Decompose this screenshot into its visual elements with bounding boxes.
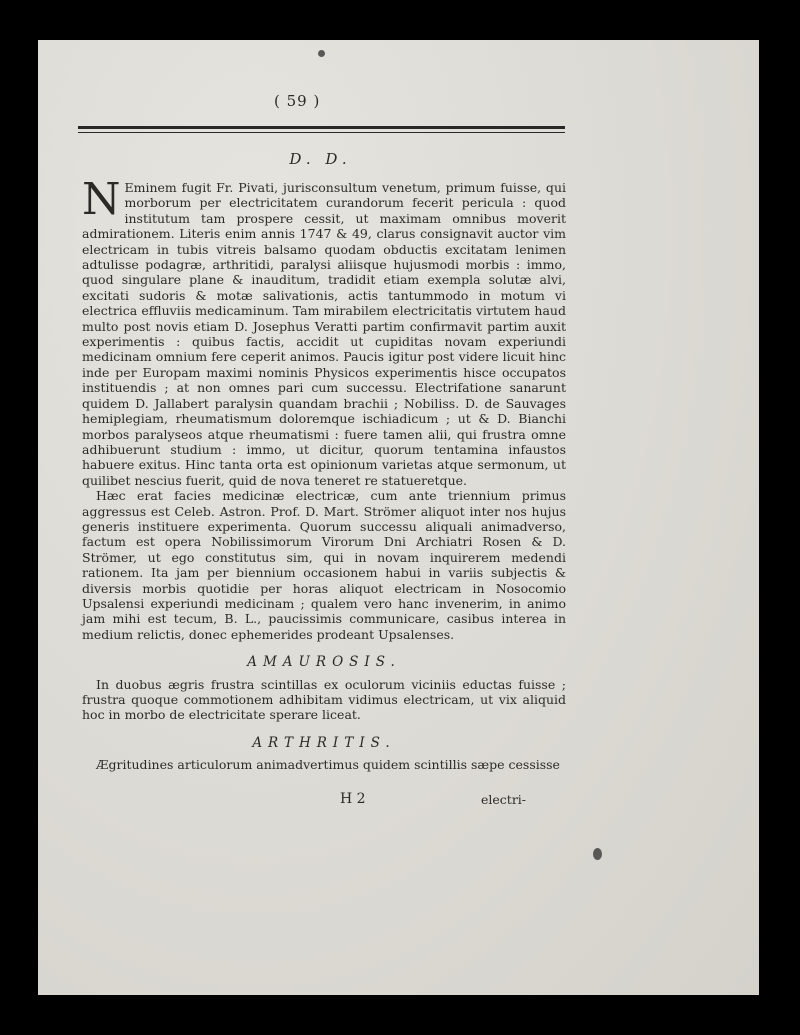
- intro-text: Eminem fugit Fr. Pivati, jurisconsultum venetum, primum fuisse, qui morborum per electricitatem curandorum fecerit pericula : quod institutum tam prospere cessit, ut maximam omnibus moverit admirationem. Literis enim annis 1747 & 49, clarus consignavit auctor vim electricam in tubis vitreis balsamo quodam obductis excitatam lenimen adtulisse podagræ, arthritidi, paralysi aliisque hujusmodi morbis : immo, quod singulare plane & inauditum, tradidit etiam exempla solutæ alvi, excitati sudoris & motæ salivationis, actis tantummodo in motum vi electrica effluviis medicaminum. Tam mirabilem electricitatis virtutem haud multo post novis etiam D. Josephus Veratti partim confirmavit partim auxit experimentis : quibus factis, accidit ut cupiditas novam experiundi medicinam omnium fere ceperit animos. Paucis igitur post videre licuit hinc inde per Europam maximi nominis Physicos experimentis hisce occupatos instituendis ; at non omnes pari cum successu. Electrifatione sanarunt quidem D. Jallabert paralysin quandam brachii ; Nobiliss. D. de Sauvages hemiplegiam, rheumatismum doloremque ischiadicum ; ut & D. Bianchi morbos paralyseos atque rheumatismi : fuere tamen alii, qui frustra omne adhibuerunt studium : immo, ut dicitur, quorum tentamina infaustos habuere exitus. Hinc tanta orta est opinionum varietas atque sermonum, ut quilibet nescius fuerit, quid de nova teneret re statueretque.: [82, 180, 566, 488]
- page-number: ( 59 ): [274, 92, 321, 110]
- header-rule-thick: [78, 126, 565, 129]
- page-heading: D. D.: [289, 150, 352, 168]
- signature-mark: H 2: [340, 791, 366, 807]
- paper-spot: [318, 50, 325, 57]
- header-rule-thin: [78, 132, 565, 133]
- drop-cap: N: [82, 174, 121, 225]
- text-body: [82, 174, 566, 773]
- intro-paragraph: [82, 174, 566, 488]
- book-page: [38, 40, 759, 995]
- paper-spot: [593, 848, 602, 860]
- section-title-amaurosis: AMAUROSIS.: [247, 654, 401, 671]
- section-amaurosis-text: In duobus ægris frustra scintillas ex oculorum viciniis eductas fuisse ; frustra quoque commotionem adhibitam vidimus electricam, ut vix aliquid hoc in morbo de electricitate sperare liceat.: [82, 676, 566, 723]
- section-arthritis-text: Ægritudines articulorum animadvertimus quidem scintillis sæpe cessisse: [96, 757, 560, 773]
- paragraph-2: Hæc erat facies medicinæ electricæ, cum ante triennium primus aggressus est Celeb. Astron. Prof. D. Mart. Strömer aliquot inter nos hujus generis instituere experimenta. Quorum successu aliquali animadverso, factum est opera Nobilissimorum Virorum Dni Archiatri Rosen & D. Strömer, ut ego constitutus sim, qui in novam inquirerem medendi rationem. Ita jam per biennium occasionem habui in variis subjectis & diversis morbis quotidie per horas aliquot electricam in Nosocomio Upsalensi experiundi medicinam ; qualem vero hanc invenerim, in animo jam mihi est tecum, B. L., paucissimis communicare, casibus interea in medium relictis, donec ephemerides prodeant Upsalenses.: [82, 488, 566, 642]
- catchword: electri-: [481, 792, 527, 807]
- section-title-arthritis: ARTHRITIS.: [252, 734, 396, 751]
